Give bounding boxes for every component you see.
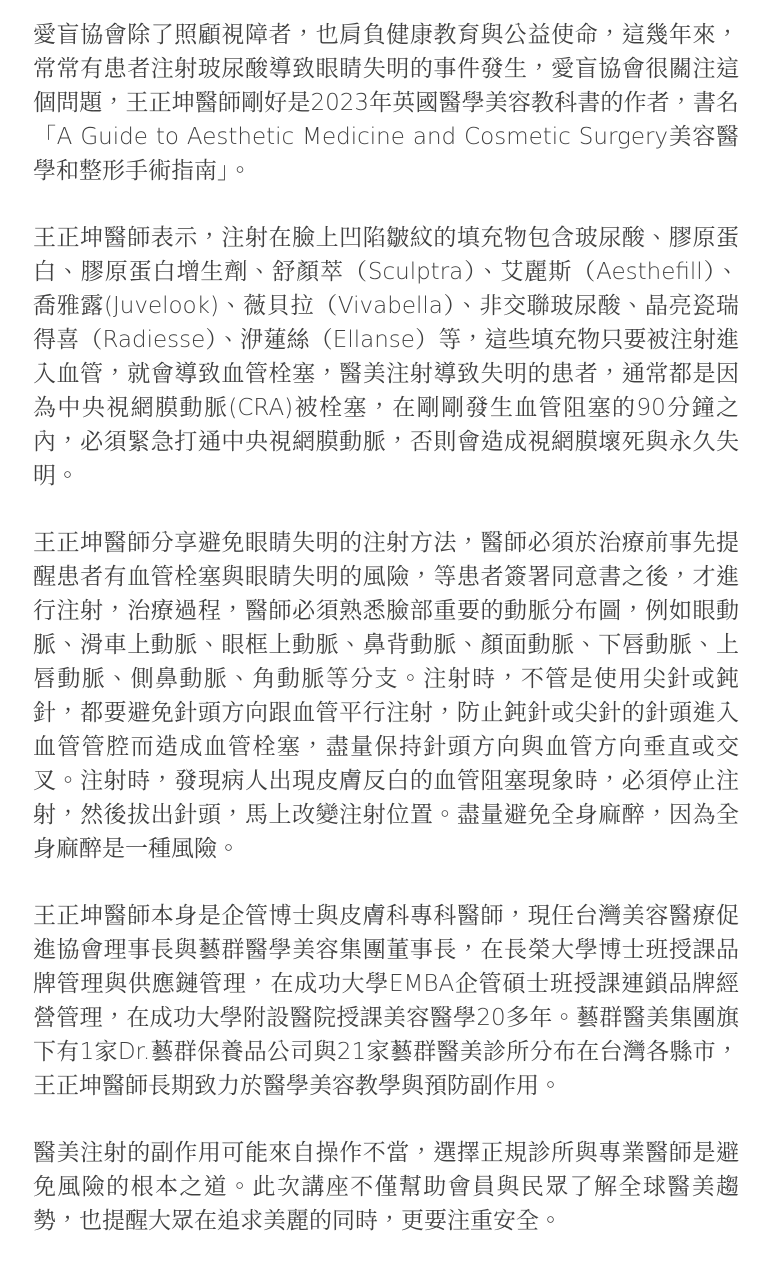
paragraph-intro-association: 愛盲協會除了照顧視障者，也肩負健康教育與公益使命，這幾年來，常常有患者注射玻尿酸導致眼睛失明的事件發生，愛盲協會很關注這個問題，王正坤醫師剛好是2023年英國醫學美容教科書的作者，書名「A Guide to Aesthetic Medicine and Cosmetic Surgery美容醫學和整形手術指南」。 (33, 22, 739, 184)
paragraph-conclusion: 醫美注射的副作用可能來自操作不當，選擇正規診所與專業醫師是避免風險的根本之道。此次講座不僅幫助會員與民眾了解全球醫美趨勢，也提醒大眾在追求美麗的同時，更要注重安全。 (33, 1140, 739, 1234)
paragraph-doctor-background: 王正坤醫師本身是企管博士與皮膚科專科醫師，現任台灣美容醫療促進協會理事長與藝群醫學美容集團董事長，在長榮大學博士班授課品牌管理與供應鏈管理，在成功大學EMBA企管碩士班授課連鎖品牌經營管理，在成功大學附設醫院授課美容醫學20多年。藝群醫美集團旗下有1家Dr.藝群保養品公司與21家藝群醫美診所分布在台灣各縣市，王正坤醫師長期致力於醫學美容教學與預防副作用。 (33, 903, 739, 1099)
paragraph-fillers-and-blindness: 王正坤醫師表示，注射在臉上凹陷皺紋的填充物包含玻尿酸、膠原蛋白、膠原蛋白增生劑、舒顏萃（Sculptra）、艾麗斯（Aesthefill）、喬雅露(Juvelook)、薇貝拉（Vivabella）、非交聯玻尿酸、晶亮瓷瑞得喜（Radiesse）、洢蓮絲（Ellanse）等，這些填充物只要被注射進入血管，就會導致血管栓塞，醫美注射導致失明的患者，通常都是因為中央視網膜動脈(CRA)被栓塞，在剛剛發生血管阻塞的90分鐘之內，必須緊急打通中央視網膜動脈，否則會造成視網膜壞死與永久失明。 (33, 225, 739, 489)
paragraph-injection-safety-methods: 王正坤醫師分享避免眼睛失明的注射方法，醫師必須於治療前事先提醒患者有血管栓塞與眼睛失明的風險，等患者簽署同意書之後，才進行注射，治療過程，醫師必須熟悉臉部重要的動脈分布圖，例如眼動脈、滑車上動脈、眼框上動脈、鼻背動脈、顏面動脈、下唇動脈、上唇動脈、側鼻動脈、角動脈等分支。注射時，不管是使用尖針或鈍針，都要避免針頭方向跟血管平行注射，防止鈍針或尖針的針頭進入血管管腔而造成血管栓塞，盡量保持針頭方向與血管方向垂直或交叉。注射時，發現病人出現皮膚反白的血管阻塞現象時，必須停止注射，然後拔出針頭，馬上改變注射位置。盡量避免全身麻醉，因為全身麻醉是一種風險。 (33, 530, 739, 862)
